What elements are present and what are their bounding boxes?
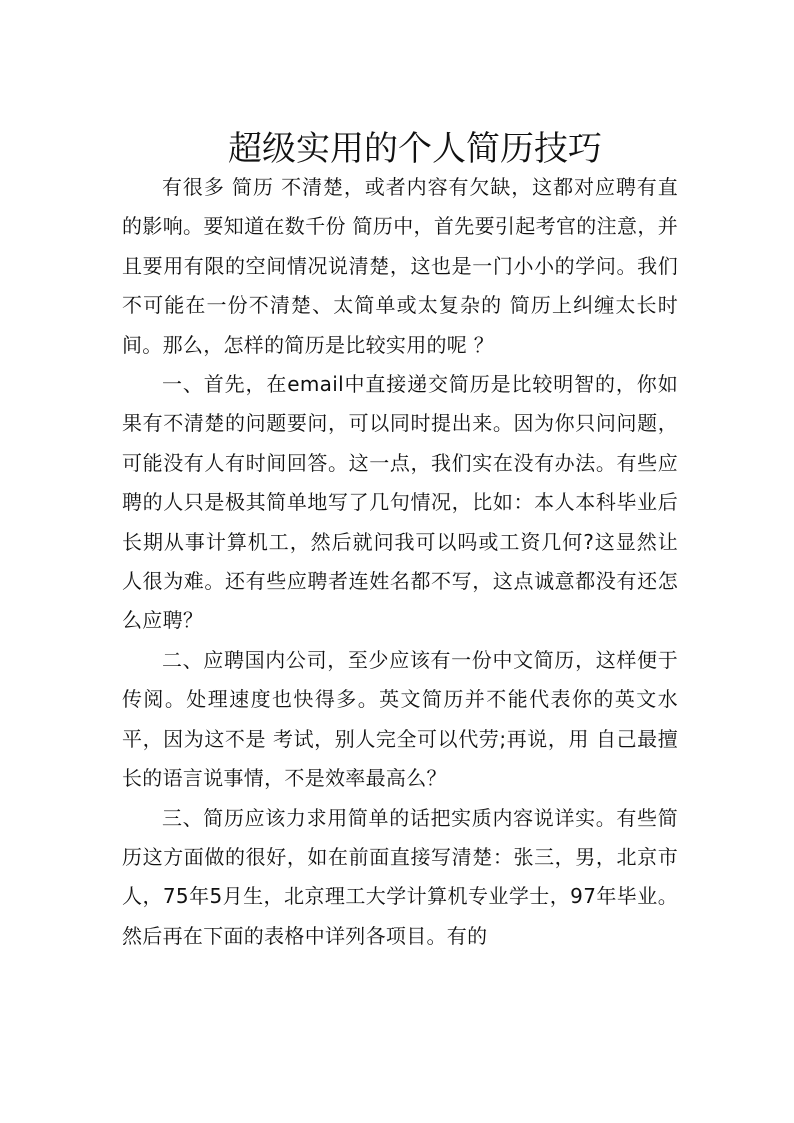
paragraph-point-one: 一、首先，在email中直接递交简历是比较明智的，你如果有不清楚的问题要问，可以同时提出来。因为你只问问题，可能没有人有时间回答。这一点，我们实在没有办法。有些应聘的人只是极其简单地写了几句情况，比如：本人本科毕业后长期从事计算机工，然后就问我可以吗或工资几何?这显然让人很为难。还有些应聘者连姓名都不写，这点诚意都没有还怎么应聘？ <box>122 372 678 633</box>
paragraph-point-two: 二、应聘国内公司，至少应该有一份中文简历，这样便于传阅。处理速度也快得多。英文简历并不能代表你的英文水平，因为这不是 考试，别人完全可以代劳;再说，用 自己最擅长的语言说事情，不是效率最高么？ <box>122 647 678 791</box>
document-title: 超级实用的个人简历技巧 <box>228 128 602 169</box>
paragraph-intro: 有很多 简历 不清楚，或者内容有欠缺，这都对应聘有直的影响。要知道在数千份 简历中，首先要引起考官的注意，并且要用有限的空间情况说清楚，这也是一门小小的学问。我们不可能在一份不清楚、太简单或太复杂的 简历上纠缠太长时间。那么，怎样的简历是比较实用的呢 ？ <box>122 175 678 357</box>
paragraph-point-three: 三、简历应该力求用简单的话把实质内容说详实。有些简历这方面做的很好，如在前面直接写清楚：张三，男，北京市人，75年5月生，北京理工大学计算机专业学士，97年毕业。然后再在下面的表格中详列各项目。有的 <box>122 805 678 948</box>
document-body <box>122 168 678 956</box>
